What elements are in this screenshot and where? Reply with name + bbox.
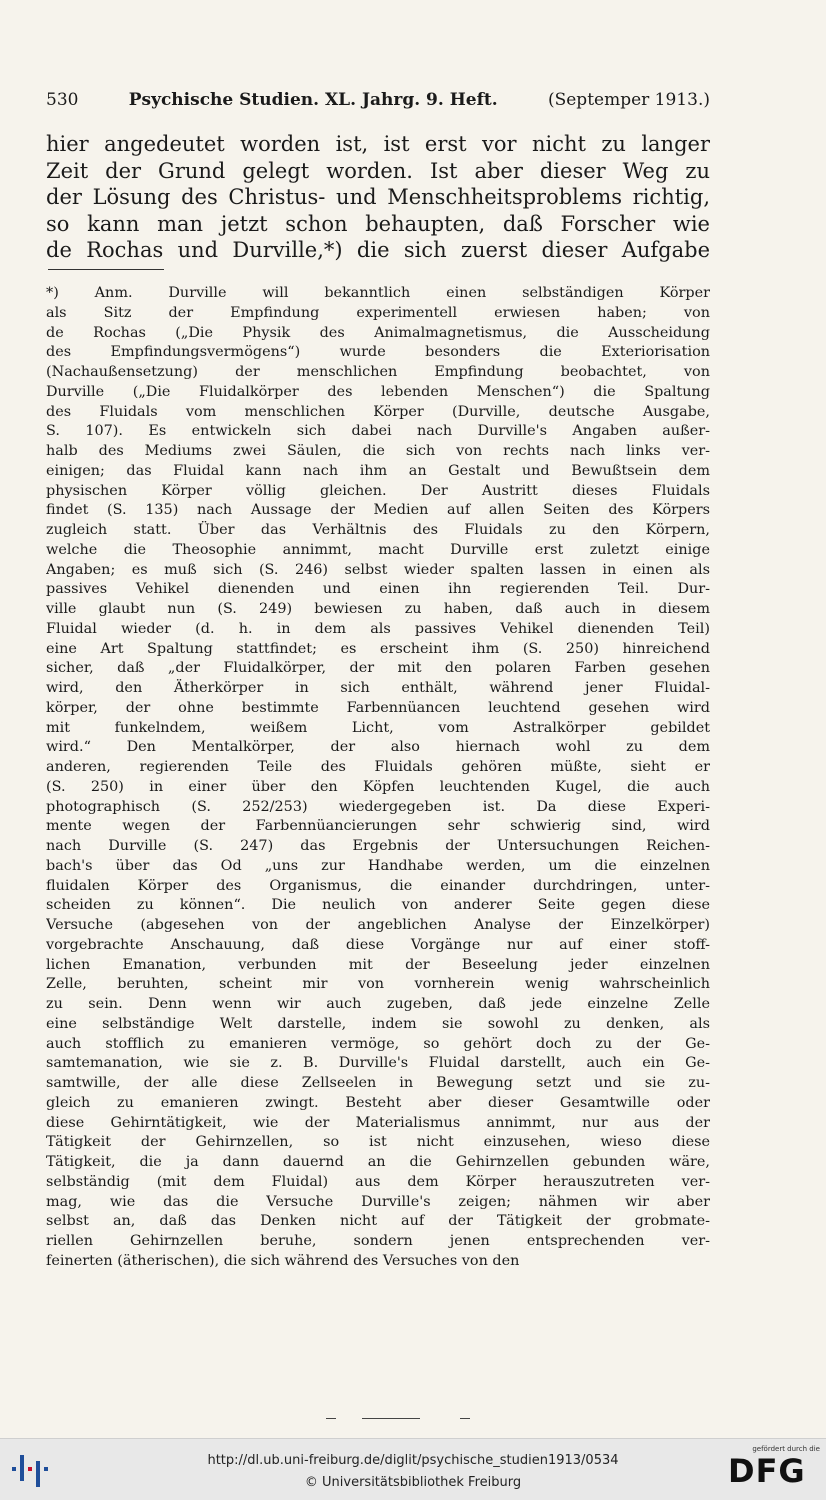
running-header (46, 90, 710, 116)
footnote-line: Zelle, beruhten, scheint mir von vornherein wenig wahrscheinlich (46, 976, 710, 993)
footnote-line: einigen; das Fluidal kann nach ihm an Gestalt und Bewußtsein dem (46, 462, 710, 479)
body-line: hier angedeutet worden ist, ist erst vor nicht zu langer (46, 132, 710, 156)
footnote-line: photographisch (S. 252/253) wiedergegeben ist. Da diese Experi- (46, 798, 710, 815)
footnote-line: mag, wie das die Versuche Durville's zeigen; nähmen wir aber (46, 1193, 710, 1210)
footnote-line: wird, den Ätherkörper in sich enthält, während jener Fluidal- (46, 680, 710, 696)
footnote-line: (Nachaußensetzung) der menschlichen Empfindung beobachtet, von (46, 364, 710, 380)
footnote-line: welche die Theosophie annimmt, macht Durville erst zuletzt einige (46, 541, 710, 558)
footnote-line: des Fluidals vom menschlichen Körper (Durville, deutsche Ausgabe, (46, 403, 710, 420)
bottom-dash-left (326, 1418, 336, 1419)
page-url[interactable]: http://dl.ub.uni-freiburg.de/diglit/psychische_studien1913/0534 (207, 1453, 619, 1468)
journal-title: Psychische Studien. XL. Jahrg. 9. Heft. (128, 90, 498, 110)
footnote-line: nach Durville (S. 247) das Ergebnis der Untersuchungen Reichen- (46, 838, 710, 854)
footnote-line: samtemanation, wie sie z. B. Durville's Fluidal darstellt, auch ein Ge- (46, 1055, 710, 1072)
issue-date: (Septemper 1913.) (547, 90, 710, 110)
footnote-line: Tätigkeit der Gehirnzellen, so ist nicht einzusehen, wieso diese (46, 1134, 710, 1151)
footnote-line: ville glaubt nun (S. 249) bewiesen zu haben, daß auch in diesem (46, 601, 710, 617)
footnote-line: scheiden zu können“. Die neulich von anderer Seite gegen diese (46, 897, 710, 914)
body-line: so kann man jetzt schon behaupten, daß Forscher wie (46, 211, 710, 236)
footnote-line: vorgebrachte Anschauung, daß diese Vorgänge nur auf einer stoff- (46, 936, 710, 953)
footnote-line: lichen Emanation, verbunden mit der Beseelung jeder einzelnen (46, 956, 710, 973)
page-number: 530 (46, 90, 79, 110)
footnote-line: *) Anm. Durville will bekanntlich einen selbständigen Körper (46, 285, 710, 301)
footnote-rule (48, 269, 164, 270)
footnote-line: feinerten (ätherischen), die sich während des Versuches von den (46, 1252, 520, 1269)
footnote-line: gleich zu emanieren zwingt. Besteht aber dieser Gesamtwille oder (46, 1094, 710, 1111)
footnote-line: auch stofflich zu emanieren vermöge, so gehört doch zu der Ge- (46, 1035, 710, 1052)
footnote-line: als Sitz der Empfindung experimentell erwiesen haben; von (46, 304, 710, 321)
footnote-line: zu sein. Denn wenn wir auch zugeben, daß jede einzelne Zelle (46, 996, 710, 1012)
footnote-line: mente wegen der Farbennüancierungen sehr schwierig sind, wird (46, 818, 710, 835)
footnote-line: mit funkelndem, weißem Licht, vom Astralkörper gebildet (46, 719, 710, 736)
footnote-line: des Empfindungsvermögens“) wurde besonders die Exteriorisation (46, 344, 710, 361)
dfg-logo-text: DFG (728, 1452, 806, 1490)
footnote-line: selbst an, daß das Denken nicht auf der Tätigkeit der grobmate- (46, 1213, 710, 1230)
footnote-line: physischen Körper völlig gleichen. Der Austritt dieses Fluidals (46, 482, 710, 499)
footnote-line: (S. 250) in einer über den Köpfen leuchtenden Kugel, die auch (46, 778, 710, 795)
body-line: de Rochas und Durville,*) die sich zuerst dieser Aufgabe (46, 238, 710, 262)
footnote-line: diese Gehirntätigkeit, wie der Materialismus annimmt, nur aus der (46, 1114, 710, 1131)
footnote-line: zugleich statt. Über das Verhältnis des Fluidals zu den Körpern, (46, 522, 710, 538)
footnote-line: wird.“ Den Mentalkörper, der also hiernach wohl zu dem (46, 739, 710, 756)
sponsor-caption: gefördert durch die (752, 1445, 820, 1453)
body-line: Zeit der Grund gelegt worden. Ist aber dieser Weg zu (46, 158, 710, 183)
footnote-line: passives Vehikel dienenden und einen ihn regierenden Teil. Dur- (46, 581, 710, 598)
dfg-logo[interactable] (728, 1445, 820, 1497)
bottom-dash-right (460, 1418, 470, 1419)
footnote-line: riellen Gehirnzellen beruhe, sondern jenen entsprechenden ver- (46, 1233, 710, 1249)
footnote-line: findet (S. 135) nach Aussage der Medien auf allen Seiten des Körpers (46, 502, 710, 519)
footnote-line: de Rochas („Die Physik des Animalmagnetismus, die Ausscheidung (46, 324, 710, 341)
footnote-line: Fluidal wieder (d. h. in dem als passives Vehikel dienenden Teil) (46, 620, 710, 637)
body-line: der Lösung des Christus- und Menschheitsproblems richtig, (46, 185, 710, 209)
viewer-footer-bar (0, 1438, 826, 1500)
footnote-line: eine Art Spaltung stattfindet; es erscheint ihm (S. 250) hinreichend (46, 640, 710, 657)
footnote-line: samtwille, der alle diese Zellseelen in Bewegung setzt und sie zu- (46, 1075, 710, 1091)
footnote-line: halb des Mediums zwei Säulen, die sich von rechts nach links ver- (46, 443, 710, 459)
footnote-line: selbständig (mit dem Fluidal) aus dem Körper herauszutreten ver- (46, 1173, 710, 1190)
footnote-line: Tätigkeit, die ja dann dauernd an die Gehirnzellen gebunden wäre, (46, 1154, 710, 1170)
footnote-line: fluidalen Körper des Organismus, die einander durchdringen, unter- (46, 877, 710, 894)
footnote-line: Durville („Die Fluidalkörper des lebenden Menschen“) die Spaltung (46, 383, 710, 400)
footnote-line: körper, der ohne bestimmte Farbennüancen leuchtend gesehen wird (46, 699, 710, 716)
footnote-line: Versuche (abgesehen von der angeblichen Analyse der Einzelkörper) (46, 917, 710, 933)
footnote-line: S. 107). Es entwickeln sich dabei nach Durville's Angaben außer- (46, 423, 710, 440)
footnote-line: eine selbständige Welt darstelle, indem sie sowohl zu denken, als (46, 1015, 710, 1032)
bottom-rule (362, 1418, 420, 1419)
body-text (46, 131, 710, 264)
footnote-line: anderen, regierenden Teile des Fluidals gehören müßte, sieht er (46, 759, 710, 775)
footnote (46, 284, 710, 1272)
footnote-line: bach's über das Od „uns zur Handhabe werden, um die einzelnen (46, 857, 710, 874)
footnote-line: Angaben; es muß sich (S. 246) selbst wieder spalten lassen in einen als (46, 561, 710, 578)
copyright-notice: © Universitätsbibliothek Freiburg (304, 1475, 522, 1490)
footnote-line: sicher, daß „der Fluidalkörper, der mit den polaren Farben gesehen (46, 660, 710, 677)
